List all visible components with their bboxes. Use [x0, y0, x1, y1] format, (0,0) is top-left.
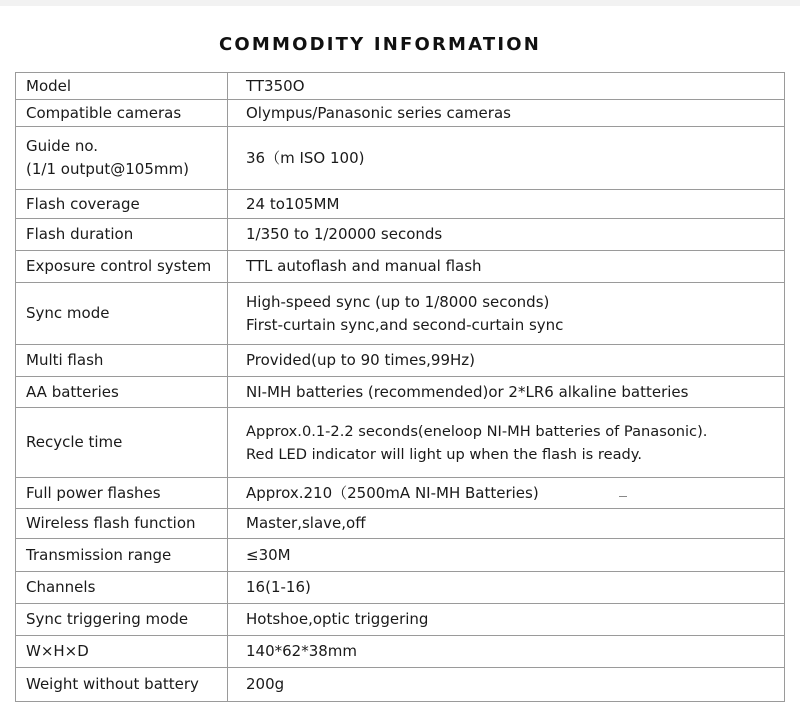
row-value: Provided(up to 90 times,99Hz) — [228, 345, 785, 377]
table-row — [16, 219, 785, 251]
page-title: COMMODITY INFORMATION — [218, 34, 542, 55]
table-row — [16, 190, 785, 219]
row-value: 24 to105MM — [228, 190, 785, 219]
table-row — [16, 127, 785, 190]
row-label: Weight without battery — [16, 668, 228, 702]
row-value: TTL autoflash and manual flash — [228, 251, 785, 283]
row-value: High-speed sync (up to 1/8000 seconds) First-curtain sync,and second-curtain sync — [246, 292, 564, 334]
table-row — [16, 283, 785, 345]
row-label: Full power flashes — [16, 478, 228, 509]
row-label: Guide no. (1/1 output@105mm) — [26, 137, 189, 178]
table-row — [16, 572, 785, 604]
row-label: AA batteries — [16, 377, 228, 408]
row-label: Sync triggering mode — [16, 604, 228, 636]
row-label: Compatible cameras — [16, 100, 228, 127]
row-label: Channels — [16, 572, 228, 604]
table-row — [16, 539, 785, 572]
table-row — [16, 604, 785, 636]
table-row — [16, 73, 785, 100]
row-label: Flash duration — [16, 219, 228, 251]
row-value: Olympus/Panasonic series cameras — [228, 100, 785, 127]
row-value: NI-MH batteries (recommended)or 2*LR6 alkaline batteries — [228, 377, 785, 408]
table-row — [16, 100, 785, 127]
table-row — [16, 668, 785, 702]
row-label: Model — [16, 73, 228, 100]
table-row — [16, 377, 785, 408]
row-label: Recycle time — [16, 408, 228, 478]
row-value: 200g — [228, 668, 785, 702]
row-value: Approx.0.1-2.2 seconds(eneloop NI-MH batteries of Panasonic). Red LED indicator will light up when the flash is ready. — [246, 422, 708, 463]
spec-table — [15, 72, 785, 702]
table-row — [16, 408, 785, 478]
table-row — [16, 636, 785, 668]
row-label: Multi flash — [16, 345, 228, 377]
table-row — [16, 345, 785, 377]
row-value: 36（m ISO 100) — [228, 127, 785, 190]
row-value: 140*62*38mm — [228, 636, 785, 668]
top-band — [0, 0, 800, 6]
table-row — [16, 478, 785, 509]
table-row — [16, 251, 785, 283]
row-label: Flash coverage — [16, 190, 228, 219]
row-value: TT350O — [228, 73, 785, 100]
row-label: Transmission range — [16, 539, 228, 572]
row-value: Master,slave,off — [228, 509, 785, 539]
table-row — [16, 509, 785, 539]
stray-dash-mark — [619, 496, 627, 497]
row-value: Approx.210（2500mA NI-MH Batteries) — [228, 478, 785, 509]
row-label: W×H×D — [16, 636, 228, 668]
row-value: 1/350 to 1/20000 seconds — [228, 219, 785, 251]
row-label: Exposure control system — [16, 251, 228, 283]
row-value: ≤30M — [228, 539, 785, 572]
row-label: Sync mode — [16, 283, 228, 345]
row-value: 16(1-16) — [228, 572, 785, 604]
row-value: Hotshoe,optic triggering — [228, 604, 785, 636]
row-label: Wireless flash function — [16, 509, 228, 539]
